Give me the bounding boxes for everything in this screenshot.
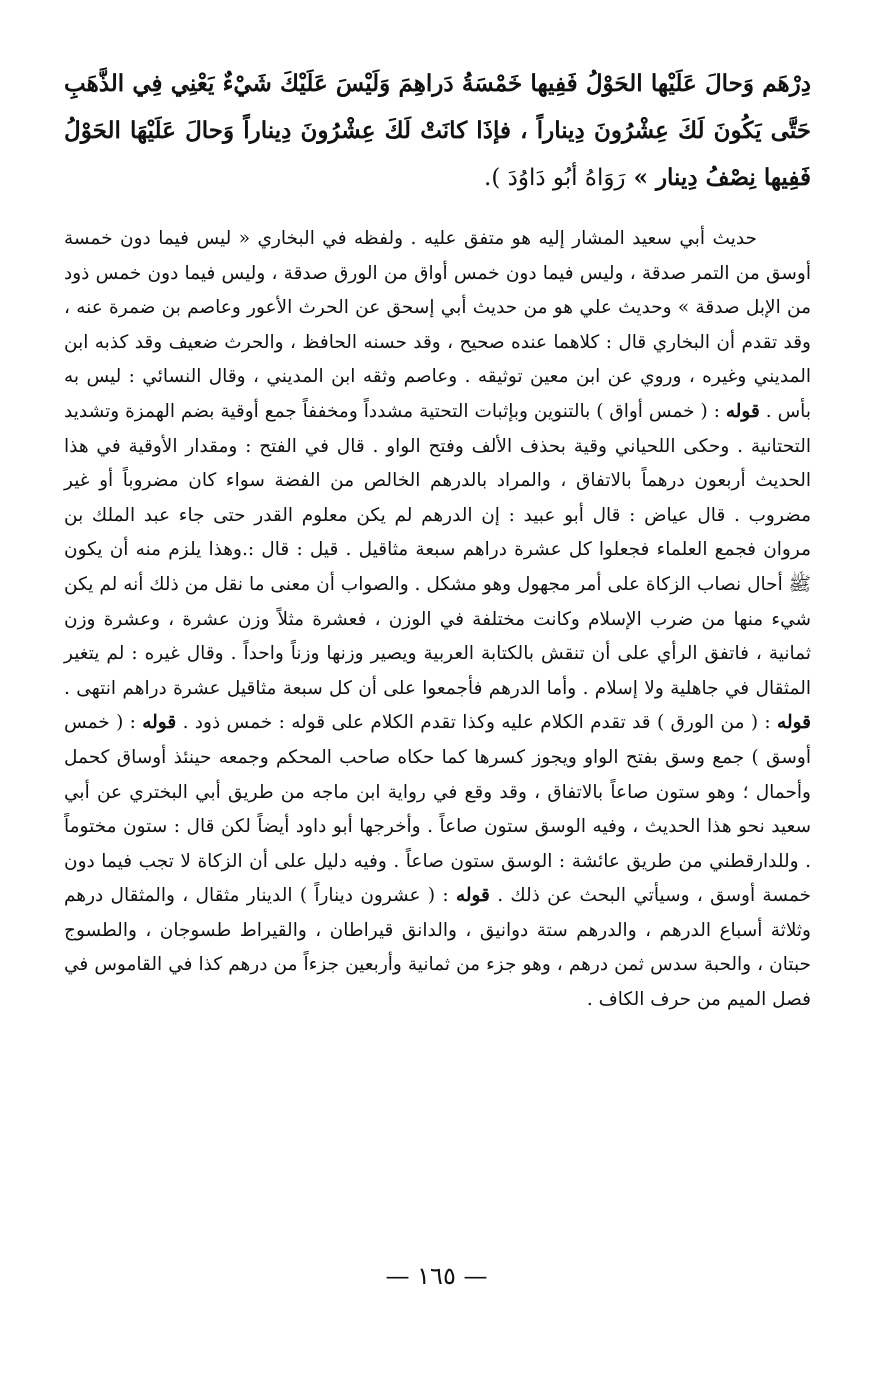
keyword-qawluhu: قوله — [725, 400, 760, 422]
commentary-segment-2: : ( خمس أواق ) بالتنوين وبإثبات التحتية مشدداً ومخففاً جمع أوقية بضم الهمزة وتشديد التحتانية . وحكى اللحياني وقية بحذف الألف وفتح الواو . قال في الفتح : ومقدار الأوقية في هذا الحديث أربعون درهماً بالاتفاق ، والمراد بالدرهم الخالص من الفضة سواء كان مضروباً أو غير مضروب . قال عياض : قال أبو عبيد : إن الدرهم لم يكن معلوم القدر حتى جاء عبد الملك بن مروان فجمع العلماء فجعلوا كل عشرة دراهم سبعة مثاقيل . قيل : قال :.وهذا يلزم منه أن يكون ﷺ أحال نصاب الزكاة على أمر مجهول وهو مشكل . والصواب أن معنى ما نقل من ذلك أنه لم يكن شيء منها من ضرب الإسلام وكانت مختلفة في الوزن ، فعشرة مثلاً وزن عشرة ، وعشرة وزن ثمانية ، فاتفق الرأي على أن تنقش بالكتابة العربية ويصير وزنها وزناً واحداً . وقال غيره : لم يتغير المثقال في جاهلية ولا إسلام . وأما الدرهم فأجمعوا على أن كل سبعة مثاقيل عشرة دراهم انتهى . — [64, 400, 811, 699]
commentary-segment-4: : ( خمس أوسق ) جمع وسق بفتح الواو ويجوز كسرها كما حكاه صاحب المحكم وجمعه حينئذ أوساق كحمل وأحمال ؛ وهو ستون صاعاً بالاتفاق ، وقد وقع في رواية ابن ماجه من طريق أبي البختري عن أبي سعيد نحو هذا الحديث ، وفيه الوسق ستون صاعاً . وأخرجها أبو داود أيضاً لكن قال : ستون مختوماً . وللدارقطني من طريق عائشة : الوسق ستون صاعاً . وفيه دليل على أن الزكاة لا تجب فيما دون خمسة أوسق ، وسيأتي البحث عن ذلك . — [64, 712, 811, 907]
keyword-qawluhu: قوله — [777, 712, 811, 734]
keyword-qawluhu: قوله — [142, 712, 177, 734]
keyword-qawluhu: قوله — [455, 885, 490, 907]
commentary-segment-5: : ( عشرون ديناراً ) الدينار مثقال ، والمثقال درهم وثلاثة أسباع الدرهم ، والدرهم ستة دوانيق ، والدانق قيراطان ، والقيراط طسوجان ، والطسوج حبتان ، والحبة سدس ثمن درهم ، وهو جزء من ثمانية وأربعين جزءاً من درهم كذا في القاموس في فصل الميم من حرف الكاف . — [64, 885, 811, 1011]
commentary-segment-1: حديث أبي سعيد المشار إليه هو متفق عليه . ولفظه في البخاري « ليس فيما دون خمسة أوسق من التمر صدقة ، وليس فيما دون خمس أواق من الورق صدقة ، وليس فيما دون خمس ذود من الإبل صدقة » وحديث علي هو من حديث أبي إسحق عن الحرث الأعور وعاصم بن ضمرة عنه ، وقد تقدم أن البخاري قال : كلاهما عنده صحيح ، وقد حسنه الحافظ ، والحرث ضعيف وقد كذبه ابن المديني وغيره ، وروي عن ابن معين توثيقه . وعاصم وثقه ابن المديني ، وقال النسائي : ليس به بأس . — [64, 228, 811, 422]
page-number: — ١٦٥ — — [385, 1262, 488, 1290]
commentary-text — [64, 222, 811, 1018]
hadith-narration: رَوَاهُ أبُو دَاوُدَ ). — [484, 165, 626, 191]
hadith-main: دِرْهَم وَحالَ عَلَيْها الحَوْلُ فَفِيها خَمْسَةُ دَراهِمَ وَلَيْسَ عَلَيْكَ شَيْءٌ يَعْنِي فِي الذَّهَبِ حَتَّى يَكُونَ لَكَ عِشْرُونَ دِيناراً ، فإذَا كانَتْ لَكَ عِشْرُونَ دِيناراً وَحالَ عَلَيْهَا الحَوْلُ فَفِيها نِصْفُ دِينار » — [64, 70, 811, 191]
hadith-text — [64, 60, 811, 202]
commentary-segment-3: : ( من الورق ) قد تقدم الكلام عليه وكذا تقدم الكلام على قوله : خمس ذود . — [182, 712, 771, 734]
commentary-paragraph — [64, 222, 811, 1018]
